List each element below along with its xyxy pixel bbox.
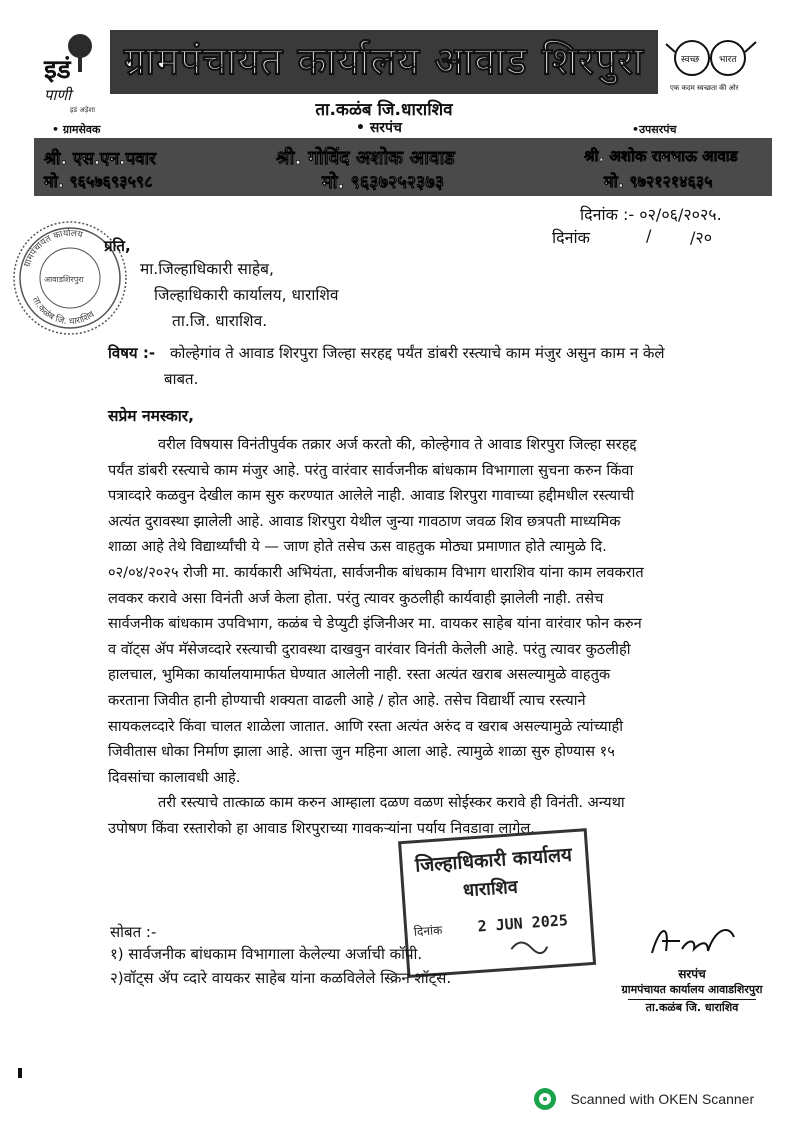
printed-date-sep1: /	[646, 226, 652, 245]
handwritten-date: दिनांक :- ०२/०६/२०२५.	[580, 205, 722, 224]
body-line: शाळा आहे तेथे विद्यार्थ्यांची ये — जाण होते तसेच ऊस वाहतुक मोठ्या प्रमाणात होते त्यामुळे दि.	[108, 538, 607, 556]
addressee-line3: ता.जि. धाराशिव.	[172, 312, 268, 330]
body-line: वरील विषयास विनंतीपुर्वक तक्रार अर्ज करतो की, कोल्हेगाव ते आवाड शिरपुरा जिल्हा सरहद्द	[158, 436, 637, 453]
received-stamp-date-label: दिनांक	[413, 922, 443, 939]
body-line: पर्यंत डांबरी रस्त्याचे काम मंजुर आहे. परंतु वारंवार सार्वजनीक बांधकाम विभागाला सुचना करुन किंवा	[108, 461, 634, 479]
body-line: अत्यंत दुरावस्था झालेली आहे. आवाड शिरपुरा येथील जुन्या गावठाण जवळ शिव छत्रपती माध्यमिक	[108, 512, 621, 530]
received-stamp-line2: धाराशिव	[462, 876, 519, 902]
svg-text:ग्रामपंचायत कार्यालय	[23, 227, 85, 269]
prati-label: प्रति,	[104, 237, 131, 255]
sarpanch-name: श्री. गोविंद अशोक आवाड	[276, 147, 455, 169]
body-line: पत्राव्दारे कळवुन देखील काम सुरु करण्यात आलेले नाही. आवाड शिरपुरा गावाच्या हद्दीमधील रस्त्याची	[108, 487, 634, 505]
office-subtitle: ता.कळंब जि.धाराशिव	[315, 100, 453, 120]
body-line: ०२/०४/२०२५ रोजी मा. कार्यकारी अभियंता, सार्वजनीक बांधकाम विभाग धाराशिव यांना काम लवकरात	[108, 563, 644, 581]
gramsevak-name: श्री. एस.एन.पवार	[44, 149, 156, 169]
enclosures-label: सोबत :-	[110, 923, 157, 941]
printed-date-sep2: /२०	[690, 228, 713, 247]
subject-line2: बाबत.	[164, 370, 199, 388]
sarpanch-label: • सरपंच	[356, 120, 402, 136]
gram-panchayat-logo	[40, 32, 102, 114]
body-line: दिवसांचा कालावधी आहे.	[108, 768, 241, 786]
stamp-bottom-text: ता.कळंब जि. धाराशिव	[29, 295, 97, 328]
signature-title: सरपंच	[678, 967, 706, 981]
body-line: जिवीतास धोका निर्माण झाला आहे. आत्ता जुन महिना आला आहे. त्यामुळे शाळा सुरु होण्यास १५	[108, 743, 615, 761]
body-line: करताना जिवीत हानी होण्याची शक्यता वाढली आहे / होत आहे. तसेच विद्यार्थी त्याच रस्त्याने	[108, 691, 586, 709]
office-title: ग्रामपंचायत कार्यालय आवाड शिरपुरा	[124, 39, 644, 83]
page-mark	[18, 1068, 22, 1078]
gramsevak-mobile: मो. ९६५७६९३५९८	[44, 172, 153, 191]
scanner-logo-icon	[534, 1088, 556, 1110]
logo-right-tagline: एक कदम स्वच्छता की ओर	[670, 84, 739, 92]
body-line: हालचाल, भुमिका कार्यालयामार्फत घेण्यात आलेली नाही. रस्ता अत्यंत खराब असल्यामुळे वाहतुक	[108, 666, 611, 684]
scanner-text: Scanned with OKEN Scanner	[570, 1091, 755, 1107]
body-line: व वॉट्स ॲप मॅसेजव्दारे रस्त्याची दुरावस्था दाखवुन वारंवार विनंती केलेली आहे. परंतु त्यावर कुठलीही	[108, 640, 631, 658]
signature-office: ग्रामपंचायत कार्यालय आवाडशिरपुरा	[621, 983, 763, 996]
logo-left-tagline: इडं अड़ेशा	[70, 106, 96, 114]
body-line: उपोषण किंवा रस्तारोको हा आवाड शिरपुराच्या गावकऱ्यांना पर्याय निवडावा लागेल.	[108, 819, 535, 837]
subject-label: विषय :-	[108, 344, 156, 362]
stamp-top-text: ग्रामपंचायत कार्यालय	[22, 228, 84, 269]
signature-place: ता.कळंब जि. धाराशिव	[628, 999, 756, 1015]
addressee-line1: मा.जिल्हाधिकारी साहेब,	[140, 260, 274, 278]
addressee-line2: जिल्हाधिकारी कार्यालय, धाराशिव	[154, 286, 339, 304]
received-stamp	[398, 822, 598, 982]
body-line: सायकलव्दारे किंवा चालत शाळेला जातात. आणि रस्ता अत्यंत अरुंद व खराब असल्यामुळे त्यांच्याही	[108, 717, 624, 735]
upsarpanch-label: •उपसरपंच	[632, 123, 677, 136]
logo-left-text: इडं	[44, 55, 71, 85]
received-stamp-date: 2 JUN 2025	[477, 911, 569, 936]
scanner-footer	[534, 1088, 754, 1110]
salutation: सप्रेम नमस्कार,	[108, 407, 195, 425]
body-paragraph-1	[108, 432, 758, 842]
upsarpanch-mobile: मो. ९७२१२१४६३५	[604, 172, 713, 191]
logo-right-right: भारत	[719, 55, 737, 65]
logo-left-sub: पाणी	[44, 86, 72, 104]
enclosure-item: २)वॉट्स ॲप व्दारे वायकर साहेब यांना कळविलेले स्क्रिन शॉट्स.	[110, 969, 452, 987]
upsarpanch-name: श्री. अशोक रामभाऊ आवाड	[584, 147, 738, 165]
body-line: तरी रस्त्याचे तात्काळ काम करुन आम्हाला दळण वळण सोईस्कर करावे ही विनंती. अन्यथा	[158, 794, 625, 812]
svg-text:ता.कळंब जि. धाराशिव	[30, 296, 97, 328]
enclosure-item: १) सार्वजनीक बांधकाम विभागाला केलेल्या अर्जाची कॉपी.	[110, 945, 423, 963]
stamp-middle-text: आवाडशिरपुरा	[44, 275, 84, 284]
body-line: सार्वजनीक बांधकाम उपविभाग, कळंब चे डेप्युटी इंजिनीअर मा. वायकर साहेब यांना वारंवार फोन करुन	[108, 615, 642, 633]
signature-scribble	[612, 915, 772, 965]
body-line: लवकर करावे असा विनंती अर्ज केला होता. परंतु त्यावर कुठलीही कार्यवाही झालेली नाही. तसेच	[108, 589, 604, 607]
sarpanch-mobile: मो. ९६३७२५२३७३	[322, 172, 445, 193]
logo-right-left: स्वच्छ	[681, 55, 700, 65]
subject-line1: कोल्हेगांव ते आवाड शिरपुरा जिल्हा सरहद्द पर्यंत डांबरी रस्त्याचे काम मंजुर असुन काम न केले	[170, 344, 665, 362]
received-stamp-line1: जिल्हाधिकारी कार्यालय	[414, 843, 573, 877]
gramsevak-label: • ग्रामसेवक	[52, 123, 101, 136]
printed-date-label: दिनांक	[552, 228, 590, 247]
sarpanch-signature-block	[612, 915, 772, 1020]
swachh-bharat-logo	[664, 36, 760, 96]
